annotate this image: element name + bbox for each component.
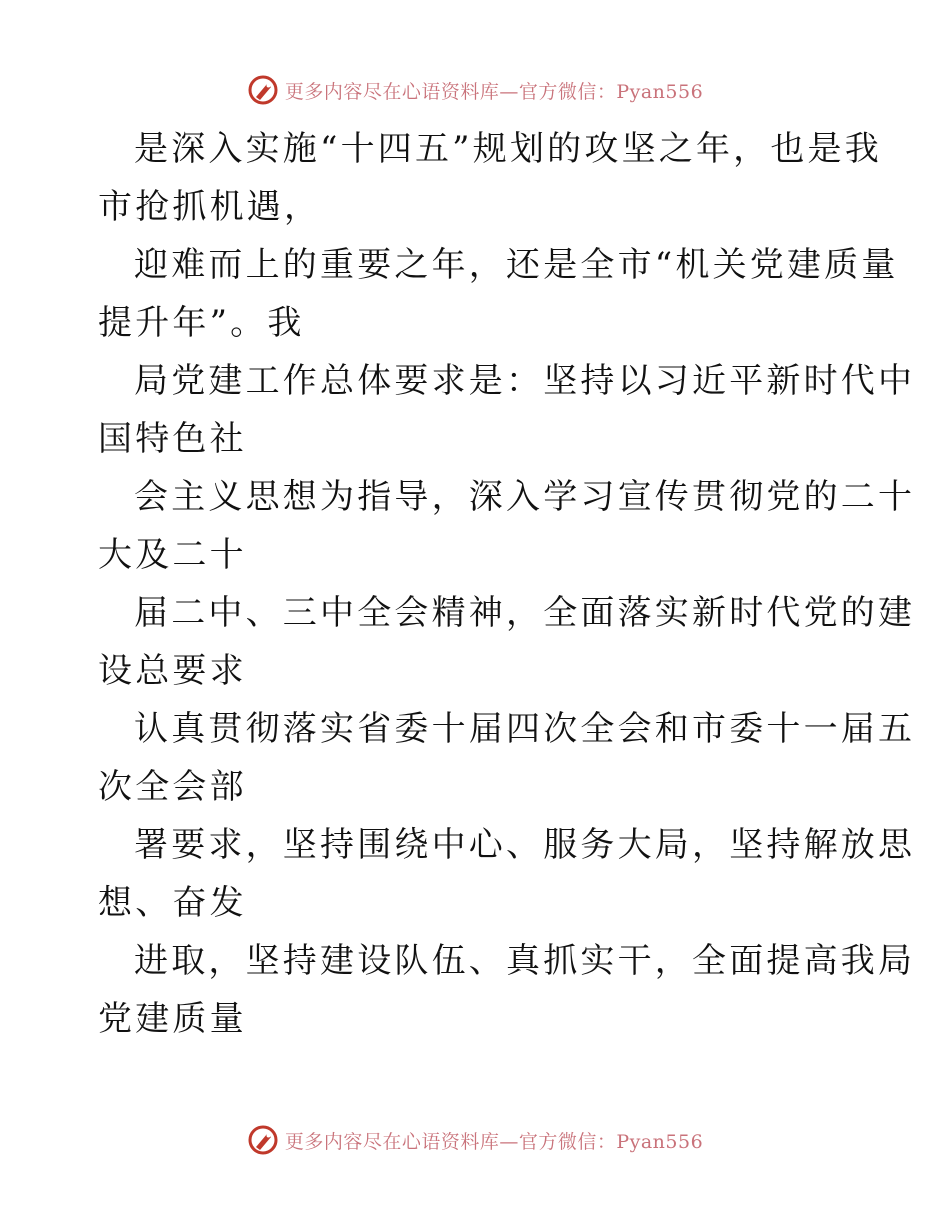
pen-nib-logo-icon	[247, 1124, 279, 1156]
body-line: 局党建工作总体要求是：坚持以习近平新时代中	[134, 361, 916, 401]
pen-nib-logo-icon	[247, 74, 279, 106]
body-line: 是深入实施“十四五”规划的攻坚之年，也是我	[134, 129, 882, 169]
body-line: 大及二十	[98, 535, 247, 575]
header-banner-text: 更多内容尽在心语资料库—官方微信：Pyan556	[284, 80, 704, 103]
body-line: 迎难而上的重要之年，还是全市“机关党建质量	[134, 245, 899, 285]
body-line: 市抢抓机遇，	[98, 187, 322, 227]
body-line: 设总要求	[98, 651, 247, 691]
body-line: 进取，坚持建设队伍、真抓实干，全面提高我局	[134, 941, 916, 981]
body-text	[98, 120, 916, 1048]
body-line: 国特色社	[98, 419, 247, 459]
body-line: 届二中、三中全会精神，全面落实新时代党的建	[134, 593, 916, 633]
footer-banner-text: 更多内容尽在心语资料库—官方微信：Pyan556	[284, 1130, 704, 1153]
header-banner-inner	[247, 74, 703, 106]
body-line: 提升年”。我	[98, 303, 305, 343]
body-line: 想、奋发	[98, 883, 247, 923]
header-banner	[0, 70, 950, 110]
body-line: 署要求，坚持围绕中心、服务大局，坚持解放思	[134, 825, 916, 865]
footer-banner-inner	[247, 1124, 703, 1156]
footer-banner	[0, 1120, 950, 1160]
body-line: 次全会部	[98, 767, 247, 807]
body-line: 党建质量	[98, 999, 247, 1039]
body-line: 认真贯彻落实省委十届四次全会和市委十一届五	[134, 709, 916, 749]
body-line: 会主义思想为指导，深入学习宣传贯彻党的二十	[134, 477, 916, 517]
